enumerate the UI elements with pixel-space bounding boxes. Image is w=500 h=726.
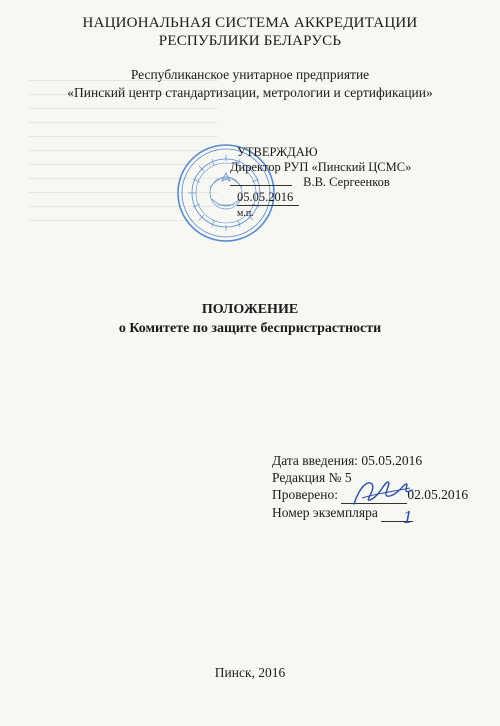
approval-date-line bbox=[237, 190, 411, 206]
enterprise-line-2: «Пинский центр стандартизации, метрологии и сертификации» bbox=[67, 85, 433, 100]
header-line-1: НАЦИОНАЛЬНАЯ СИСТЕМА АККРЕДИТАЦИИ bbox=[82, 15, 418, 31]
copy-number-label: Номер экземпляра bbox=[272, 505, 378, 520]
approval-block bbox=[230, 145, 412, 221]
checked-date: 02.05.2016 bbox=[407, 487, 469, 502]
handwritten-signature-icon bbox=[350, 476, 416, 510]
header-line-2: РЕСПУБЛИКИ БЕЛАРУСЬ bbox=[158, 33, 342, 49]
enterprise-name bbox=[0, 66, 500, 102]
approval-date: 05.05.2016 bbox=[237, 190, 299, 206]
approver-name: В.В. Сергеенков bbox=[303, 175, 390, 189]
copy-number-handwritten: 1 bbox=[402, 508, 414, 527]
title-line-2: о Комитете по защите беспристрастности bbox=[118, 321, 382, 336]
checked-label: Проверено: bbox=[272, 487, 339, 502]
introduction-date: Дата введения: 05.05.2016 bbox=[272, 453, 423, 468]
enterprise-line-1: Республиканское унитарное предприятие bbox=[130, 67, 370, 82]
approve-word: УТВЕРЖДАЮ bbox=[237, 145, 318, 159]
document-title bbox=[0, 300, 500, 338]
approver-signature-line bbox=[230, 175, 411, 190]
stamp-place-label: м.п. bbox=[237, 208, 254, 219]
document-header bbox=[0, 14, 500, 50]
edition-number: Редакция № 5 bbox=[272, 470, 352, 485]
title-line-1: ПОЛОЖЕНИЕ bbox=[201, 302, 299, 317]
place-and-year: Пинск, 2016 bbox=[214, 665, 286, 680]
approver-position: Директор РУП «Пинский ЦСМС» bbox=[230, 160, 412, 174]
